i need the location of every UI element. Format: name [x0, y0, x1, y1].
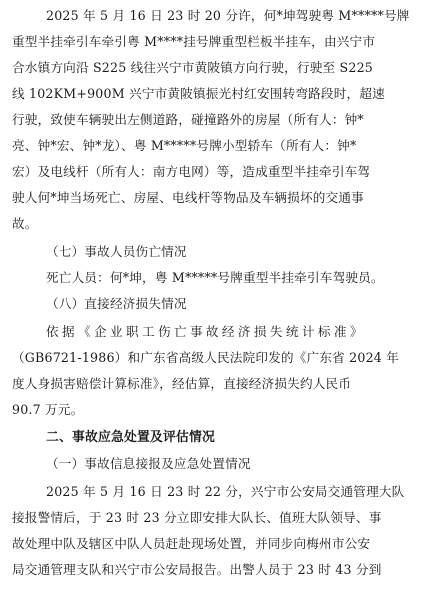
- paragraph-line: 依据《企业职工伤亡事故经济损失统计标准》: [46, 324, 366, 339]
- paragraph-line: 亮、钟*宏、钟*龙）、粤 M*****号牌小型轿车（所有人：钟*: [12, 138, 357, 153]
- section-subheading: （一）事故信息接报及应急处置情况: [46, 456, 251, 471]
- paragraph-line: 度人身损害赔偿计算标准》，经估算，直接经济损失约人民币: [12, 376, 352, 391]
- paragraph-line: 局交通管理支队和兴宁市公安局报告。出警人员于 23 时 43 分到: [12, 562, 382, 577]
- paragraph-line: 驶人何*坤当场死亡、房屋、电线杆等物品及车辆损坏的交通事: [12, 190, 364, 205]
- paragraph-line: （GB6721-1986）和广东省高级人民法院印发的《广东省 2024 年: [12, 350, 400, 365]
- paragraph-line: 90.7 万元。: [12, 402, 84, 417]
- paragraph-line: 故处理中队及辖区中队人员赶赴现场处置，并同步向梅州市公安: [12, 536, 371, 551]
- paragraph-line: 合水镇方向沿 S225 线往兴宁市黄陂镇方向行驶，行驶至 S225: [12, 60, 374, 75]
- paragraph-line: 线 102KM+900M 兴宁市黄陂镇振光村红安围转弯路段时，超速: [12, 86, 385, 101]
- paragraph-line: 行驶，致使车辆驶出左侧道路，碰撞路外的房屋（所有人：钟*: [12, 112, 364, 127]
- paragraph-line: 接报警情后，于 23 时 23 分立即安排大队长、值班大队领导、事: [12, 510, 382, 525]
- section-subheading: （八）直接经济损失情况: [46, 296, 187, 311]
- paragraph-line: 2025 年 5 月 16 日 23 时 22 分，兴宁市公安局交通管理大队: [46, 484, 405, 499]
- paragraph-line: 2025 年 5 月 16 日 23 时 20 分许，何*坤驾驶粤 M*****号牌: [46, 8, 410, 23]
- paragraph-line: 重型半挂牵引车牵引粤 M****挂号牌重型栏板半挂车，由兴宁市: [12, 34, 376, 49]
- paragraph-line: 死亡人员：何*坤，粤 M*****号牌重型半挂牵引车驾驶员。: [46, 270, 384, 285]
- section-heading: 二、事故应急处置及评估情况: [46, 430, 215, 445]
- section-subheading: （七）事故人员伤亡情况: [46, 244, 187, 259]
- paragraph-line: 宏）及电线杆（所有人：南方电网）等，造成重型半挂牵引车驾: [12, 164, 371, 179]
- paragraph-line: 故。: [12, 216, 38, 231]
